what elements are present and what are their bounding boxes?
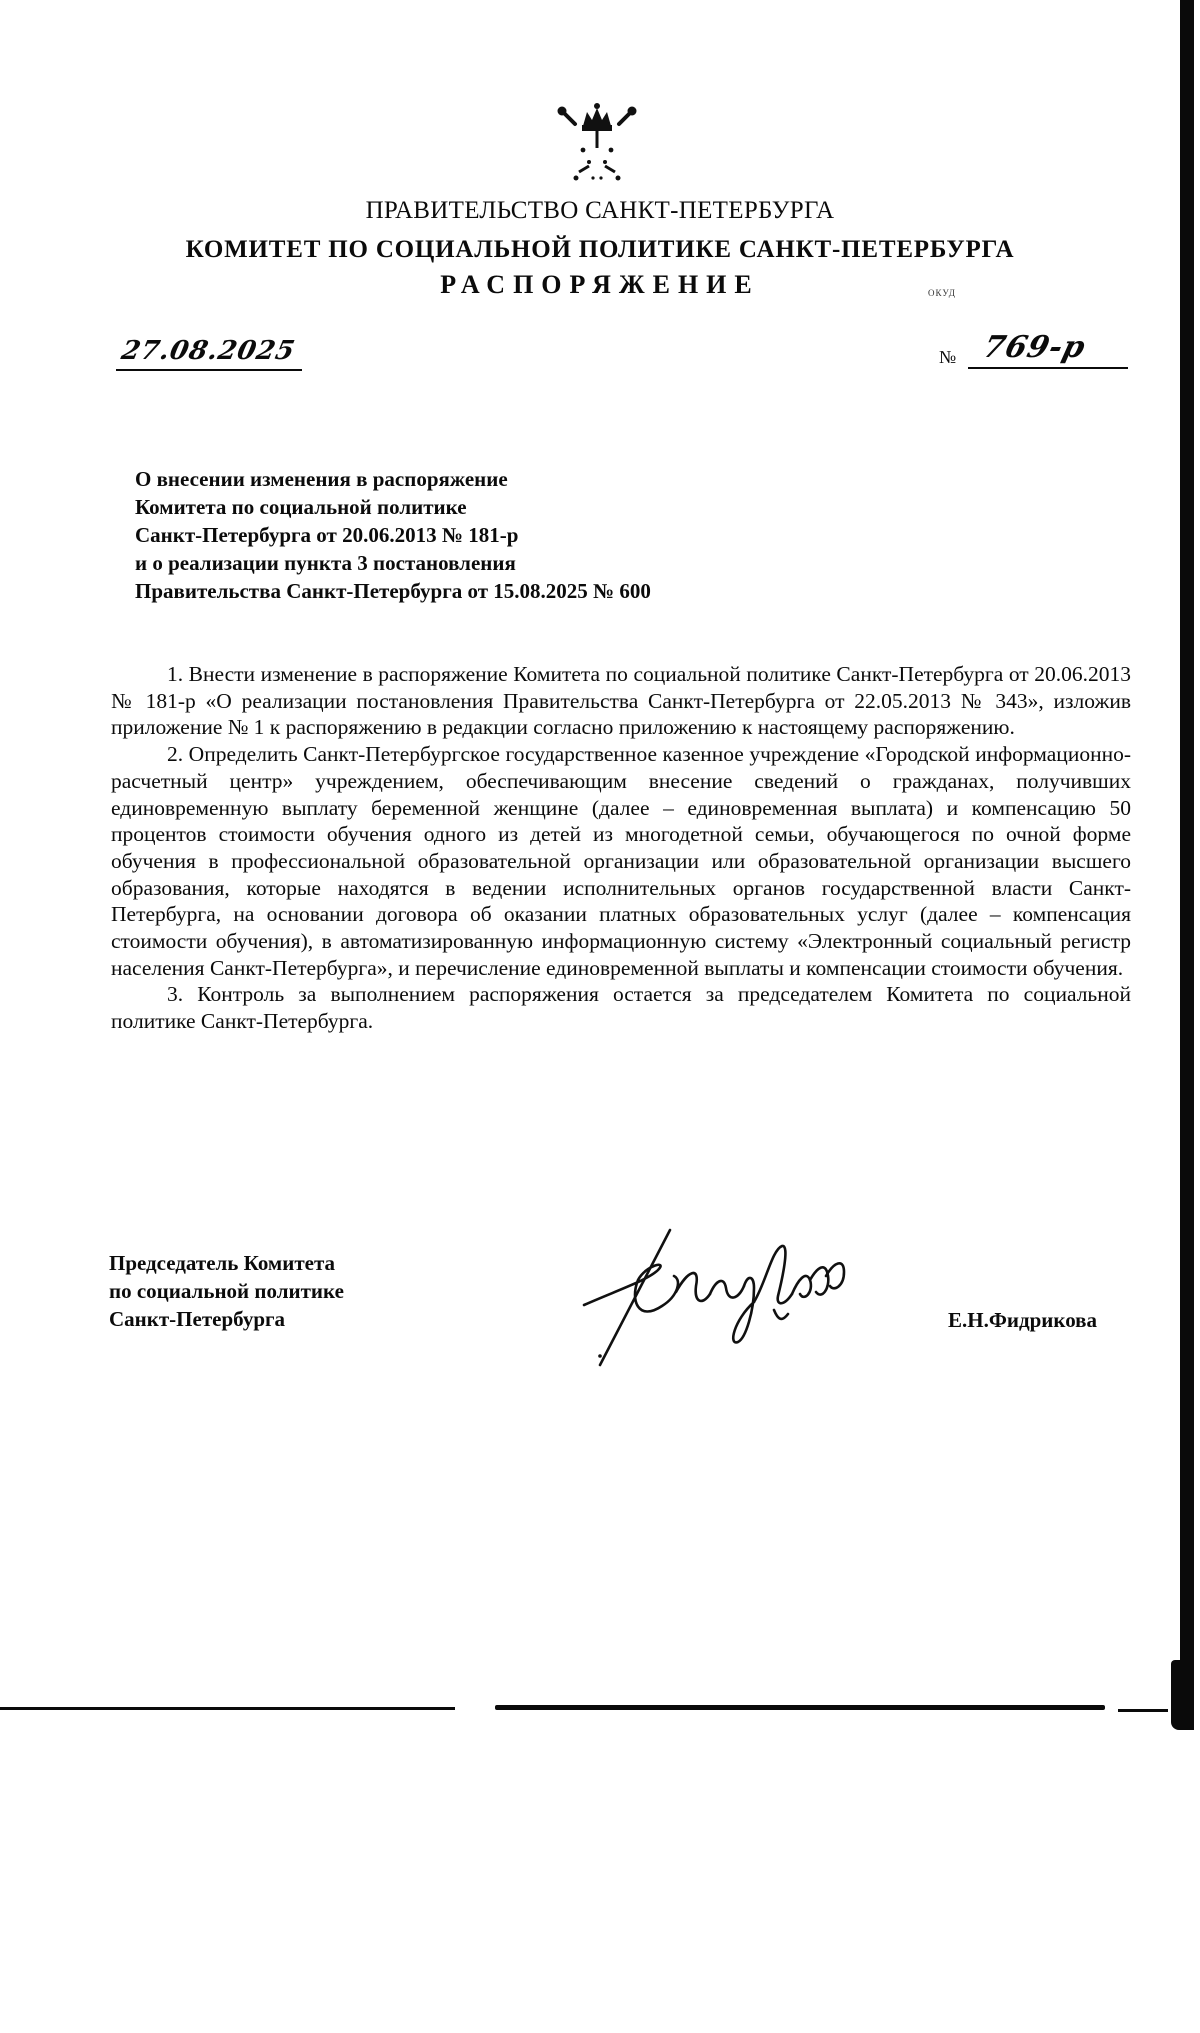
subject-line: О внесении изменения в распоряжение: [135, 467, 508, 491]
body-paragraph-3: 3. Контроль за выполнением распоряжения остается за председателем Комитета по социальной политике Санкт-Петербурга.: [111, 982, 1131, 1034]
signatory-title-line: по социальной политике: [109, 1279, 344, 1303]
document-number: 769-р: [979, 330, 1090, 365]
signatory-title-line: Председатель Комитета: [109, 1251, 336, 1275]
signatory-name: Е.Н.Фидрикова: [948, 1308, 1098, 1332]
subject-line: и о реализации пункта 3 постановления: [135, 551, 516, 575]
coat-of-arms-icon: [549, 100, 645, 190]
subject-line: Санкт-Петербурга от 20.06.2013 № 181-р: [135, 523, 519, 547]
document-subject: [135, 465, 651, 605]
document-body: [111, 661, 1131, 1035]
handwritten-signature: [578, 1210, 878, 1380]
scan-line-center: [495, 1705, 1105, 1710]
committee-title: КОМИТЕТ ПО СОЦИАЛЬНОЙ ПОЛИТИКЕ САНКТ-ПЕТЕРБУРГА: [185, 236, 1015, 263]
subject-line: Правительства Санкт-Петербурга от 15.08.2025 № 600: [135, 579, 651, 603]
number-field: [968, 330, 1128, 372]
subject-line: Комитета по социальной политике: [135, 495, 467, 519]
body-paragraph-2: 2. Определить Санкт-Петербургское государственное казенное учреждение «Городской информационно-расчетный центр» учреждением, обеспечивающим внесение сведений о гражданах, получивших единовременную выплату беременной женщине (далее – единовременная выплата) и компенсацию 50 процентов стоимости обучения одного из детей из многодетной семьи, обучающегося по очной форме обучения в профессиональной образовательной организации или образовательной организации высшего образования, которые находятся в ведении исполнительных органов государственной власти Санкт-Петербурга, на основании договора об оказании платных образовательных услуг (далее – компенсация стоимости обучения), в автоматизированную информационную систему «Электронный социальный регистр населения Санкт-Петербурга», и перечисление единовременной выплаты и компенсации стоимости обучения.: [111, 742, 1131, 980]
document-date: 27.08.2025: [118, 336, 299, 366]
signatory-title-line: Санкт-Петербурга: [109, 1307, 286, 1331]
government-title: ПРАВИТЕЛЬСТВО САНКТ-ПЕТЕРБУРГА: [365, 197, 835, 224]
body-paragraph-1: 1. Внести изменение в распоряжение Комитета по социальной политике Санкт-Петербурга от 20.06.2013 № 181-р «О реализации постановления Правительства Санкт-Петербурга от 22.05.2013 № 343», изложив приложение № 1 к распоряжению в редакции согласно приложению к настоящему распоряжению.: [111, 662, 1131, 740]
signatory-title: [109, 1249, 344, 1333]
date-underline: [116, 369, 302, 371]
scan-edge-artifact: [1171, 1660, 1183, 1730]
date-field: [116, 336, 306, 372]
document-type: РАСПОРЯЖЕНИЕ: [440, 270, 760, 299]
scan-line-left: [0, 1707, 455, 1710]
scan-line-right: [1118, 1709, 1168, 1712]
number-underline: [968, 367, 1128, 369]
number-label: №: [939, 347, 957, 367]
okud-mark: ОКУД: [928, 288, 956, 298]
